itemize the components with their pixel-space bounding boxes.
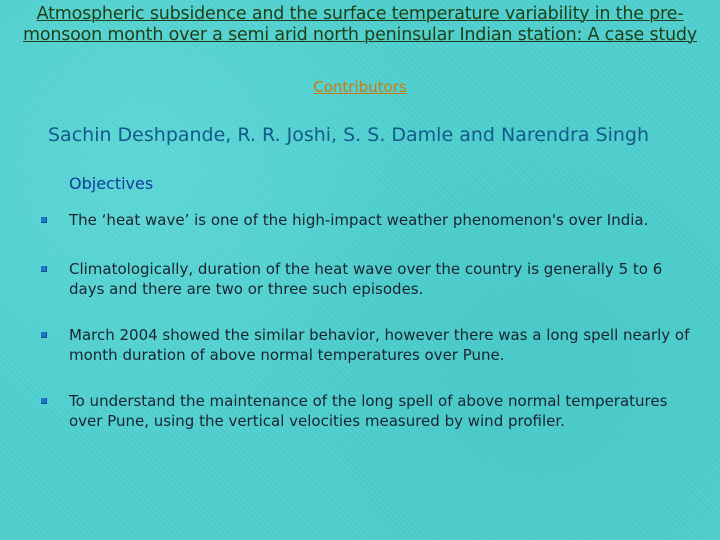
bullet-text: March 2004 showed the similar behavior, however there was a long spell nearly of month duration of above normal temperatures over Pune.: [69, 325, 690, 364]
contributors-link[interactable]: Contributors: [313, 78, 407, 96]
bullet-text: To understand the maintenance of the long spell of above normal temperatures over Pune, using the vertical velocities measured by wind profiler.: [69, 391, 668, 430]
slide-title-line-1: Atmospheric subsidence and the surface temperature variability in the pre-: [36, 4, 684, 24]
bullet-item: [41, 259, 701, 300]
bullet-text: Climatologically, duration of the heat wave over the country is generally 5 to 6 days and there are two or three such episodes.: [69, 259, 663, 298]
authors-text: Sachin Deshpande, R. R. Joshi, S. S. Damle and Narendra Singh: [48, 124, 649, 146]
slide-title-line-2: monsoon month over a semi arid north peninsular Indian station: A case study: [23, 25, 697, 45]
slide-title: [6, 4, 714, 46]
square-bullet-icon: [41, 217, 47, 223]
square-bullet-icon: [41, 398, 47, 404]
bullet-text: The ‘heat wave’ is one of the high-impact weather phenomenon's over India.: [69, 211, 649, 229]
bullet-item: [41, 210, 701, 231]
square-bullet-icon: [41, 332, 47, 338]
bullet-item: [41, 391, 701, 432]
objectives-heading: Objectives: [69, 174, 154, 193]
objectives-list: [41, 210, 701, 460]
square-bullet-icon: [41, 266, 47, 272]
bullet-item: [41, 325, 701, 366]
